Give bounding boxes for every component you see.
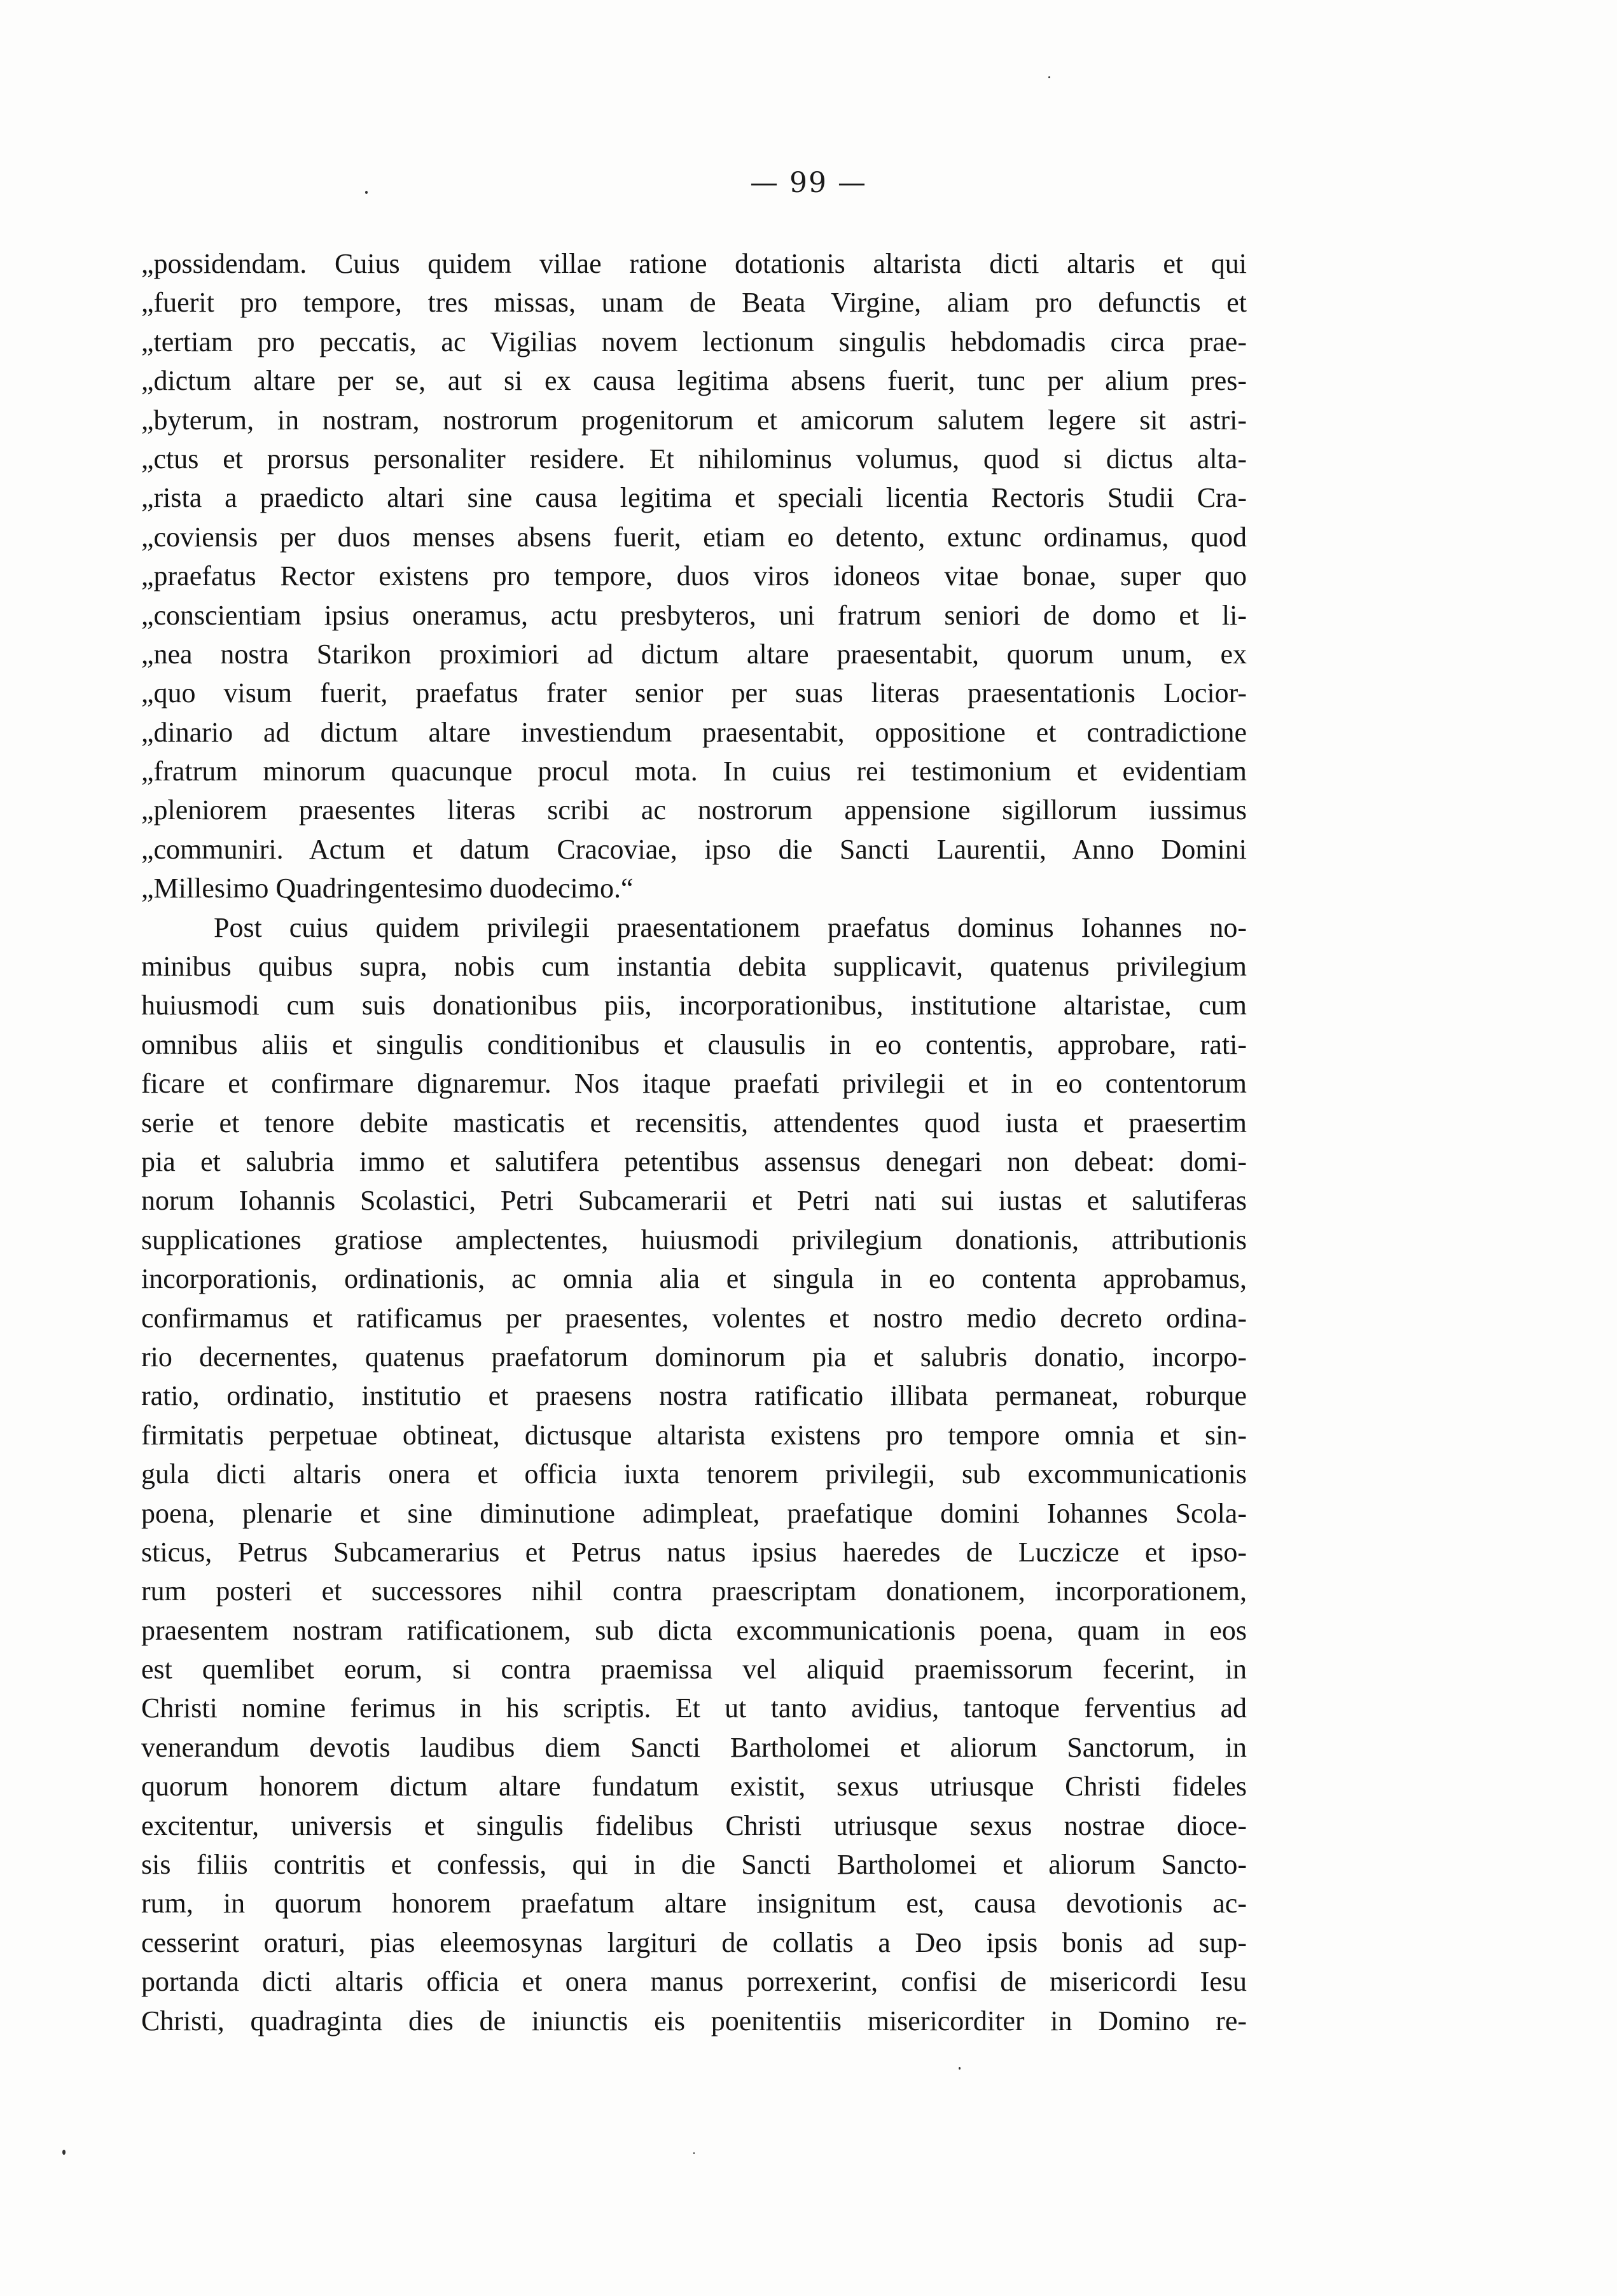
text-line: quorum honorem dictum altare fundatum existit, sexus utriusque Christi fideles bbox=[141, 1771, 1247, 1802]
text-line: cesserint oraturi, pias eleemosynas largituri de collatis a Deo ipsis bonis ad sup- bbox=[141, 1926, 1247, 1958]
text-line: minibus quibus supra, nobis cum instantia debita supplicavit, quatenus privilegium bbox=[141, 951, 1247, 983]
paragraph-confirmation bbox=[141, 908, 1247, 2040]
text-line: Post cuius quidem privilegii praesentationem praefatus dominus Iohannes no- bbox=[214, 911, 1247, 943]
text-line: „fratrum minorum quacunque procul mota. In cuius rei testimonium et evidentiam bbox=[141, 756, 1247, 787]
scan-speck bbox=[365, 191, 368, 194]
text-line: „byterum, in nostram, nostrorum progenitorum et amicorum salutem legere sit astri- bbox=[141, 404, 1247, 436]
text-line: Christi, quadraginta dies de iniunctis eis poenitentiis misericorditer in Domino re- bbox=[141, 2005, 1247, 2037]
text-line: „nea nostra Starikon proximiori ad dictum altare praesentabit, quorum unum, ex bbox=[141, 638, 1247, 670]
text-line: huiusmodi cum suis donationibus piis, incorporationibus, institutione altaristae, cum bbox=[141, 990, 1247, 1021]
text-line: „communiri. Actum et datum Cracoviae, ipso die Sancti Laurentii, Anno Domini bbox=[141, 833, 1247, 865]
text-line: excitentur, universis et singulis fidelibus Christi utriusque sexus nostrae dioce- bbox=[141, 1809, 1247, 1841]
text-line: omnibus aliis et singulis conditionibus et clausulis in eo contentis, approbare, rati- bbox=[141, 1028, 1247, 1060]
text-line: supplicationes gratiose amplectentes, huiusmodi privilegium donationis, attributionis bbox=[141, 1224, 1247, 1255]
text-line: ficare et confirmare dignaremur. Nos itaque praefati privilegii et in eo contentorum bbox=[141, 1068, 1247, 1100]
text-line: sis filiis contritis et confessis, qui in die Sancti Bartholomei et aliorum Sancto- bbox=[141, 1849, 1247, 1881]
text-line: rum, in quorum honorem praefatum altare insignitum est, causa devotionis ac- bbox=[141, 1888, 1247, 1919]
text-line: serie et tenore debite masticatis et recensitis, attendentes quod iusta et praesertim bbox=[141, 1107, 1247, 1138]
text-line: gula dicti altaris onera et officia iuxta tenorem privilegii, sub excommunicationis bbox=[141, 1458, 1247, 1490]
text-line: „praefatus Rector existens pro tempore, duos viros idoneos vitae bonae, super quo bbox=[141, 560, 1247, 592]
text-line: „possidendam. Cuius quidem villae ratione dotationis altarista dicti altaris et qui bbox=[141, 248, 1247, 279]
text-line: firmitatis perpetuae obtineat, dictusque altarista existens pro tempore omnia et sin- bbox=[141, 1419, 1247, 1451]
text-line: est quemlibet eorum, si contra praemissa vel aliquid praemissorum fecerint, in bbox=[141, 1654, 1247, 1685]
scan-speck bbox=[1048, 76, 1050, 78]
text-line: „pleniorem praesentes literas scribi ac nostrorum appensione sigillorum iussimus bbox=[141, 794, 1247, 826]
body-text bbox=[141, 244, 1247, 2040]
text-line: „quo visum fuerit, praefatus frater senior per suas literas praesentationis Locior- bbox=[141, 677, 1247, 709]
text-line: norum Iohannis Scolastici, Petri Subcamerarii et Petri nati sui iustas et salutiferas bbox=[141, 1185, 1247, 1217]
text-line: poena, plenarie et sine diminutione adimpleat, praefatique domini Iohannes Scola- bbox=[141, 1497, 1247, 1529]
text-line: rum posteri et successores nihil contra praescriptam donationem, incorporationem, bbox=[141, 1575, 1247, 1607]
text-line: rio decernentes, quatenus praefatorum dominorum pia et salubris donatio, incorpo- bbox=[141, 1341, 1247, 1373]
scan-speck bbox=[62, 2150, 66, 2155]
scan-speck bbox=[959, 2067, 961, 2070]
text-line: „conscientiam ipsius oneramus, actu presbyteros, uni fratrum seniori de domo et li- bbox=[141, 599, 1247, 631]
text-line: ratio, ordinatio, institutio et praesens nostra ratificatio illibata permaneat, roburque bbox=[141, 1380, 1247, 1412]
text-line: pia et salubria immo et salutifera petentibus assensus denegari non debeat: domi- bbox=[141, 1145, 1247, 1177]
text-line: sticus, Petrus Subcamerarius et Petrus natus ipsius haeredes de Luczicze et ipso- bbox=[141, 1536, 1247, 1568]
text-line: „dinario ad dictum altare investiendum praesentabit, oppositione et contradictione bbox=[141, 716, 1247, 748]
text-line: „fuerit pro tempore, tres missas, unam de Beata Virgine, aliam pro defunctis et bbox=[141, 287, 1247, 319]
text-line: „ctus et prorsus personaliter residere. Et nihilominus volumus, quod si dictus alta- bbox=[141, 443, 1247, 474]
text-line: venerandum devotis laudibus diem Sancti Bartholomei et aliorum Sanctorum, in bbox=[141, 1731, 1247, 1763]
text-line: „rista a praedicto altari sine causa legitima et speciali licentia Rectoris Studii Cra- bbox=[141, 482, 1247, 514]
text-line: confirmamus et ratificamus per praesentes, volentes et nostro medio decreto ordina- bbox=[141, 1302, 1247, 1334]
text-line: „dictum altare per se, aut si ex causa legitima absens fuerit, tunc per alium pres- bbox=[141, 365, 1247, 397]
text-line: „coviensis per duos menses absens fuerit, etiam eo detento, extunc ordinamus, quod bbox=[141, 521, 1247, 553]
text-line: incorporationis, ordinationis, ac omnia alia et singula in eo contenta approbamus, bbox=[141, 1263, 1247, 1295]
text-line: Christi nomine ferimus in his scriptis. Et ut tanto avidius, tantoque ferventius ad bbox=[141, 1692, 1247, 1724]
scan-speck bbox=[693, 2152, 695, 2154]
text-line: „tertiam pro peccatis, ac Vigilias novem lectionum singulis hebdomadis circa prae- bbox=[141, 326, 1247, 357]
text-line: praesentem nostram ratificationem, sub dicta excommunicationis poena, quam in eos bbox=[141, 1614, 1247, 1646]
page-number: — 99 — bbox=[750, 167, 867, 199]
text-line: „Millesimo Quadringentesimo duodecimo.“ bbox=[141, 873, 634, 904]
text-line: portanda dicti altaris officia et onera manus porrexerint, confisi de misericordi Iesu bbox=[141, 1966, 1247, 1998]
paragraph-charter-quote bbox=[141, 244, 1247, 908]
